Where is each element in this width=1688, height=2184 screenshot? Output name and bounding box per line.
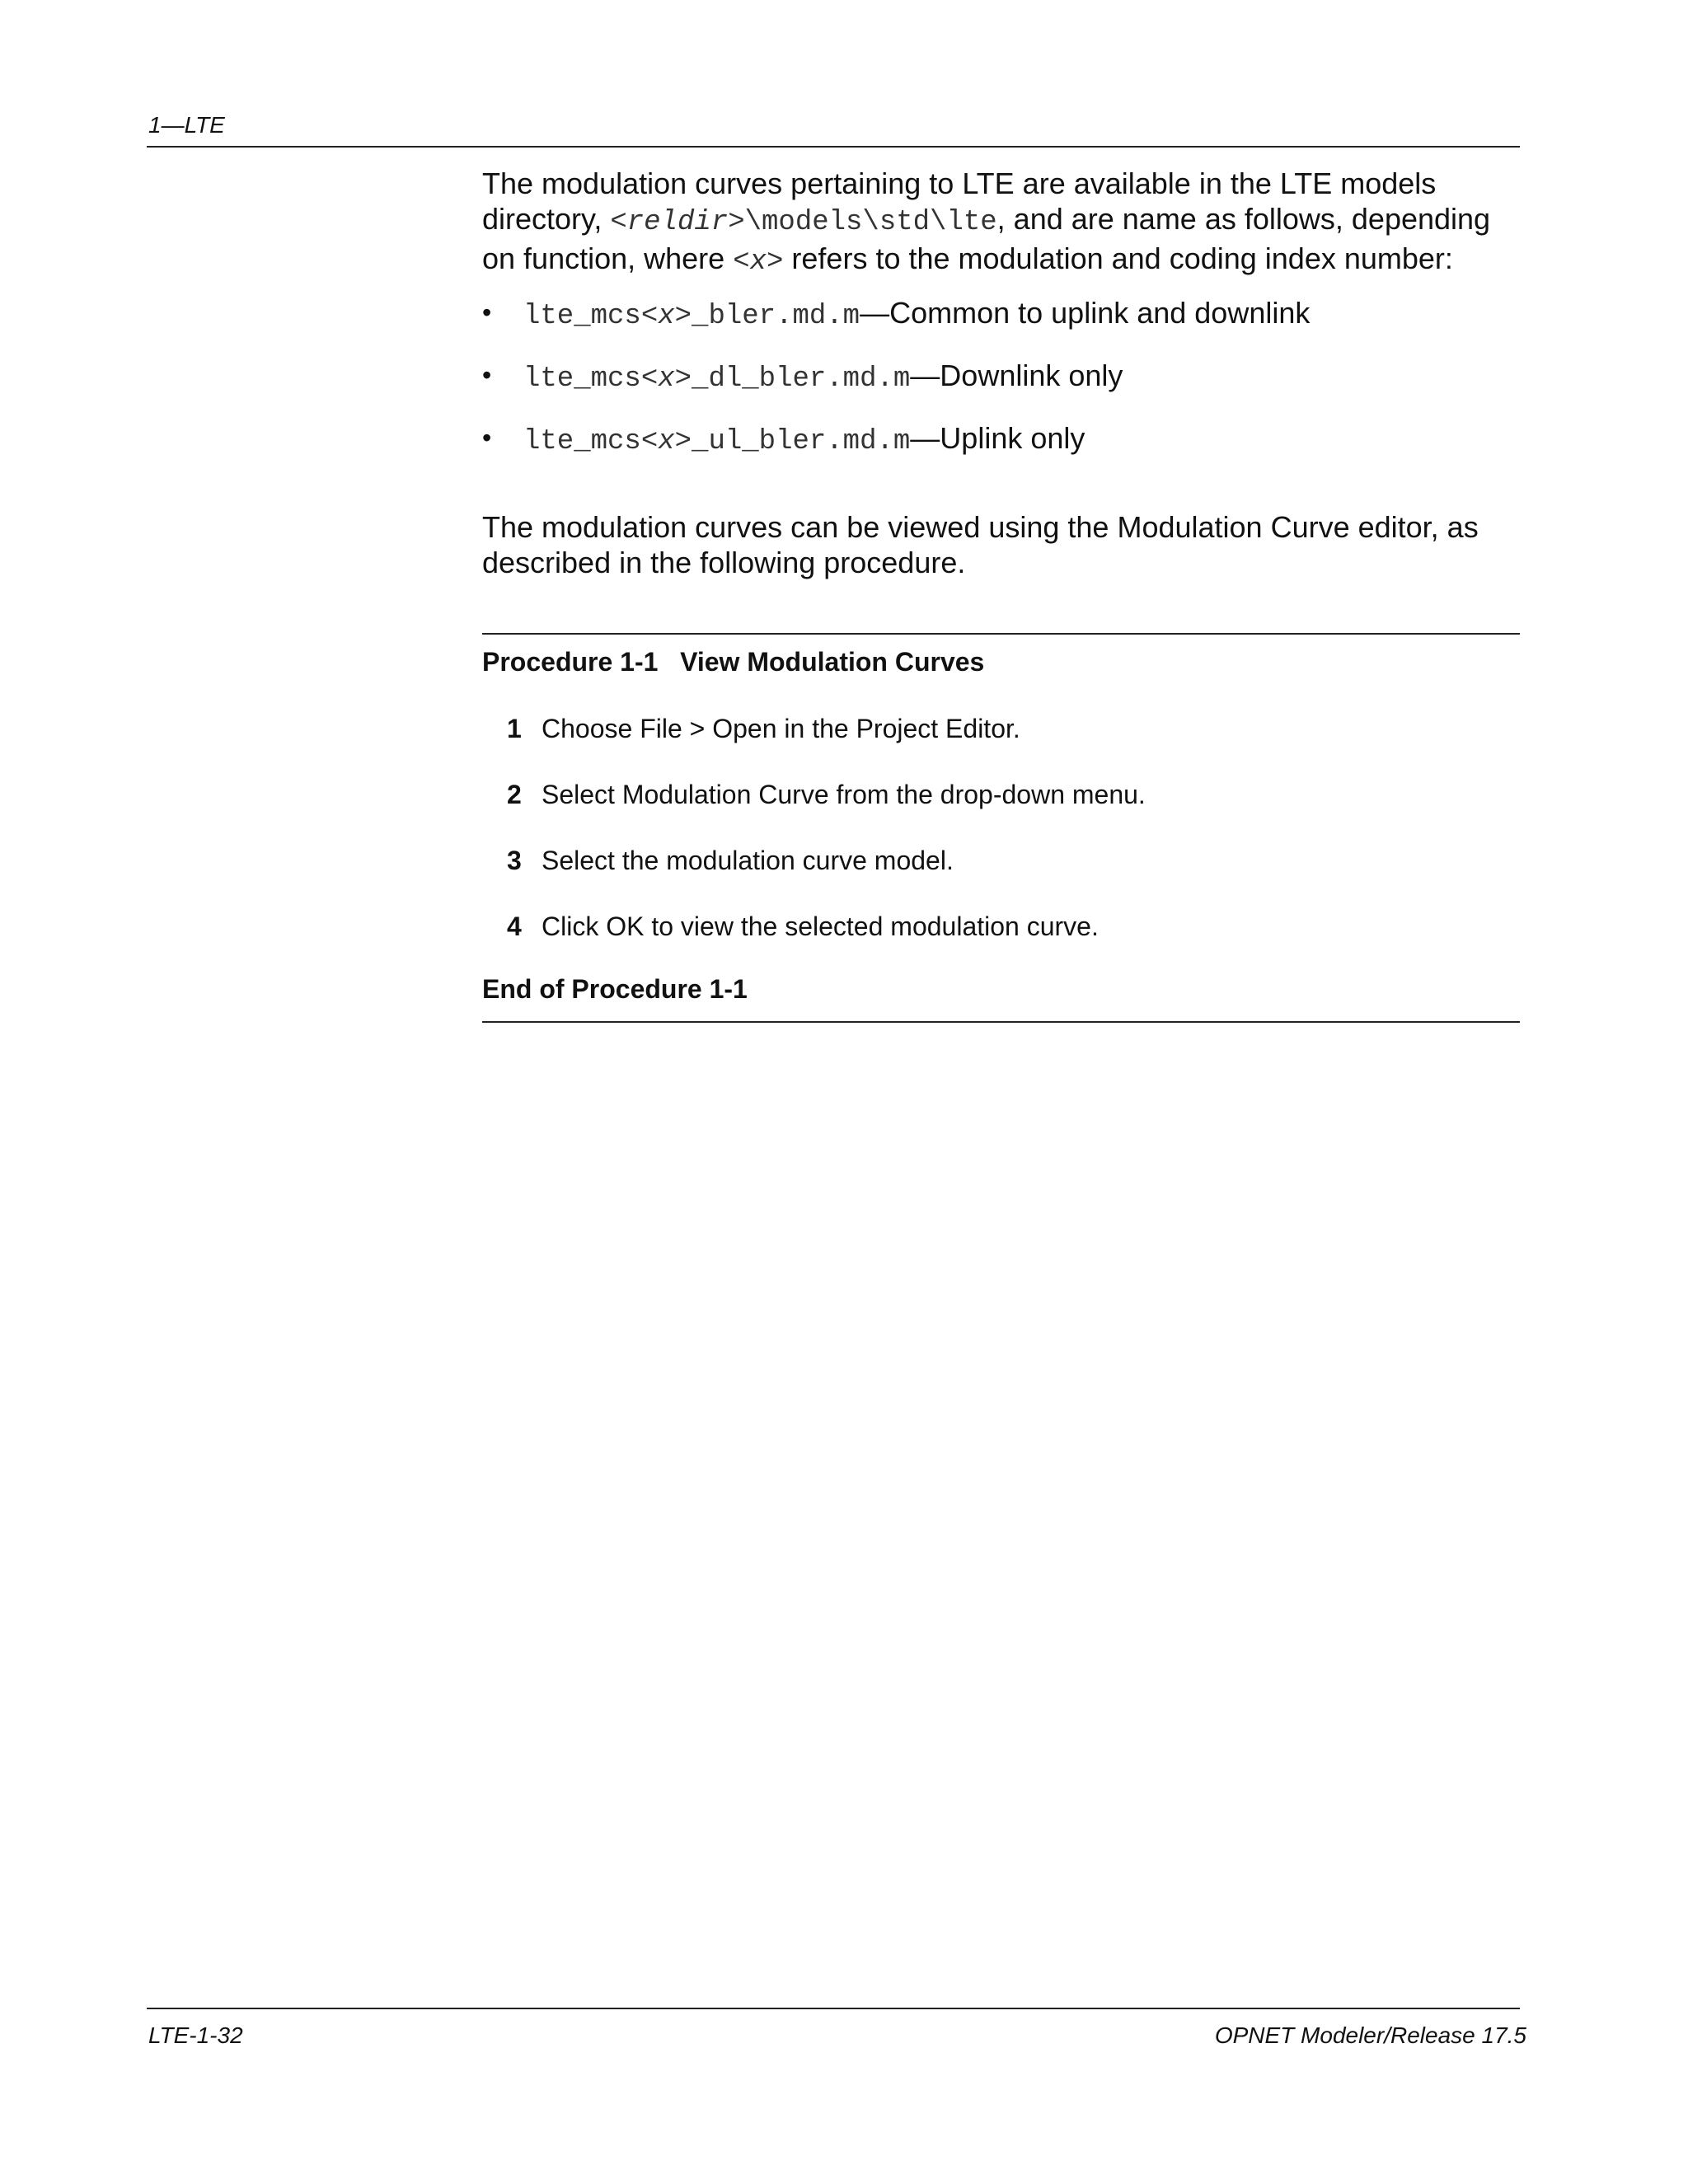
x-variable: <x> bbox=[733, 246, 784, 278]
intro-paragraph bbox=[482, 166, 1520, 280]
procedure-steps bbox=[482, 712, 1520, 976]
intro-line-2: directory, <reldir>\models\std\lte, and are name as follows, depending bbox=[482, 202, 1491, 238]
step-text: Select the modulation curve model. bbox=[542, 846, 954, 875]
intro-line-1: The modulation curves pertaining to LTE are available in the LTE models bbox=[482, 166, 1437, 200]
bullet-icon: • bbox=[482, 423, 492, 452]
step-text: Select Modulation Curve from the drop-down menu. bbox=[542, 780, 1146, 809]
step-number: 4 bbox=[507, 912, 522, 941]
step-text: Choose File > Open in the Project Editor. bbox=[542, 714, 1020, 743]
step-number: 2 bbox=[507, 780, 522, 809]
editor-paragraph bbox=[482, 509, 1520, 580]
list-item bbox=[482, 420, 1520, 483]
file-name: lte_mcs<x>_dl_bler.md.m bbox=[523, 363, 911, 395]
header-rule bbox=[147, 146, 1520, 148]
file-description: —Downlink only bbox=[910, 359, 1123, 392]
intro-line-3: on function, where <x> refers to the modulation and coding index number: bbox=[482, 241, 1453, 278]
file-description: —Uplink only bbox=[910, 421, 1085, 455]
file-description: —Common to uplink and downlink bbox=[860, 296, 1311, 330]
procedure-step bbox=[482, 910, 1520, 976]
footer-rule bbox=[147, 2008, 1520, 2009]
procedure-step bbox=[482, 844, 1520, 910]
step-number: 1 bbox=[507, 714, 522, 743]
procedure-top-rule bbox=[482, 633, 1520, 635]
bullet-icon: • bbox=[482, 360, 492, 390]
running-header: 1—LTE bbox=[148, 112, 225, 138]
file-name: lte_mcs<x>_bler.md.m bbox=[523, 301, 860, 332]
product-release: OPNET Modeler/Release 17.5 bbox=[1214, 2022, 1526, 2048]
procedure-end: End of Procedure 1-1 bbox=[482, 974, 748, 1004]
file-bullet-list bbox=[482, 295, 1520, 483]
step-text: Click OK to view the selected modulation curve. bbox=[542, 912, 1099, 941]
editor-line-2: described in the following procedure. bbox=[482, 546, 966, 579]
path-code: <reldir>\models\std\lte bbox=[610, 207, 997, 238]
editor-line-1: The modulation curves can be viewed using the Modulation Curve editor, as bbox=[482, 510, 1479, 544]
procedure-title: Procedure 1-1 View Modulation Curves bbox=[482, 647, 985, 677]
bullet-icon: • bbox=[482, 298, 492, 327]
procedure-step bbox=[482, 712, 1520, 778]
list-item bbox=[482, 295, 1520, 358]
procedure-bottom-rule bbox=[482, 1021, 1520, 1023]
procedure-step bbox=[482, 778, 1520, 844]
file-name: lte_mcs<x>_ul_bler.md.m bbox=[523, 426, 911, 457]
list-item bbox=[482, 358, 1520, 420]
step-number: 3 bbox=[507, 846, 522, 875]
page-number: LTE-1-32 bbox=[148, 2022, 243, 2048]
